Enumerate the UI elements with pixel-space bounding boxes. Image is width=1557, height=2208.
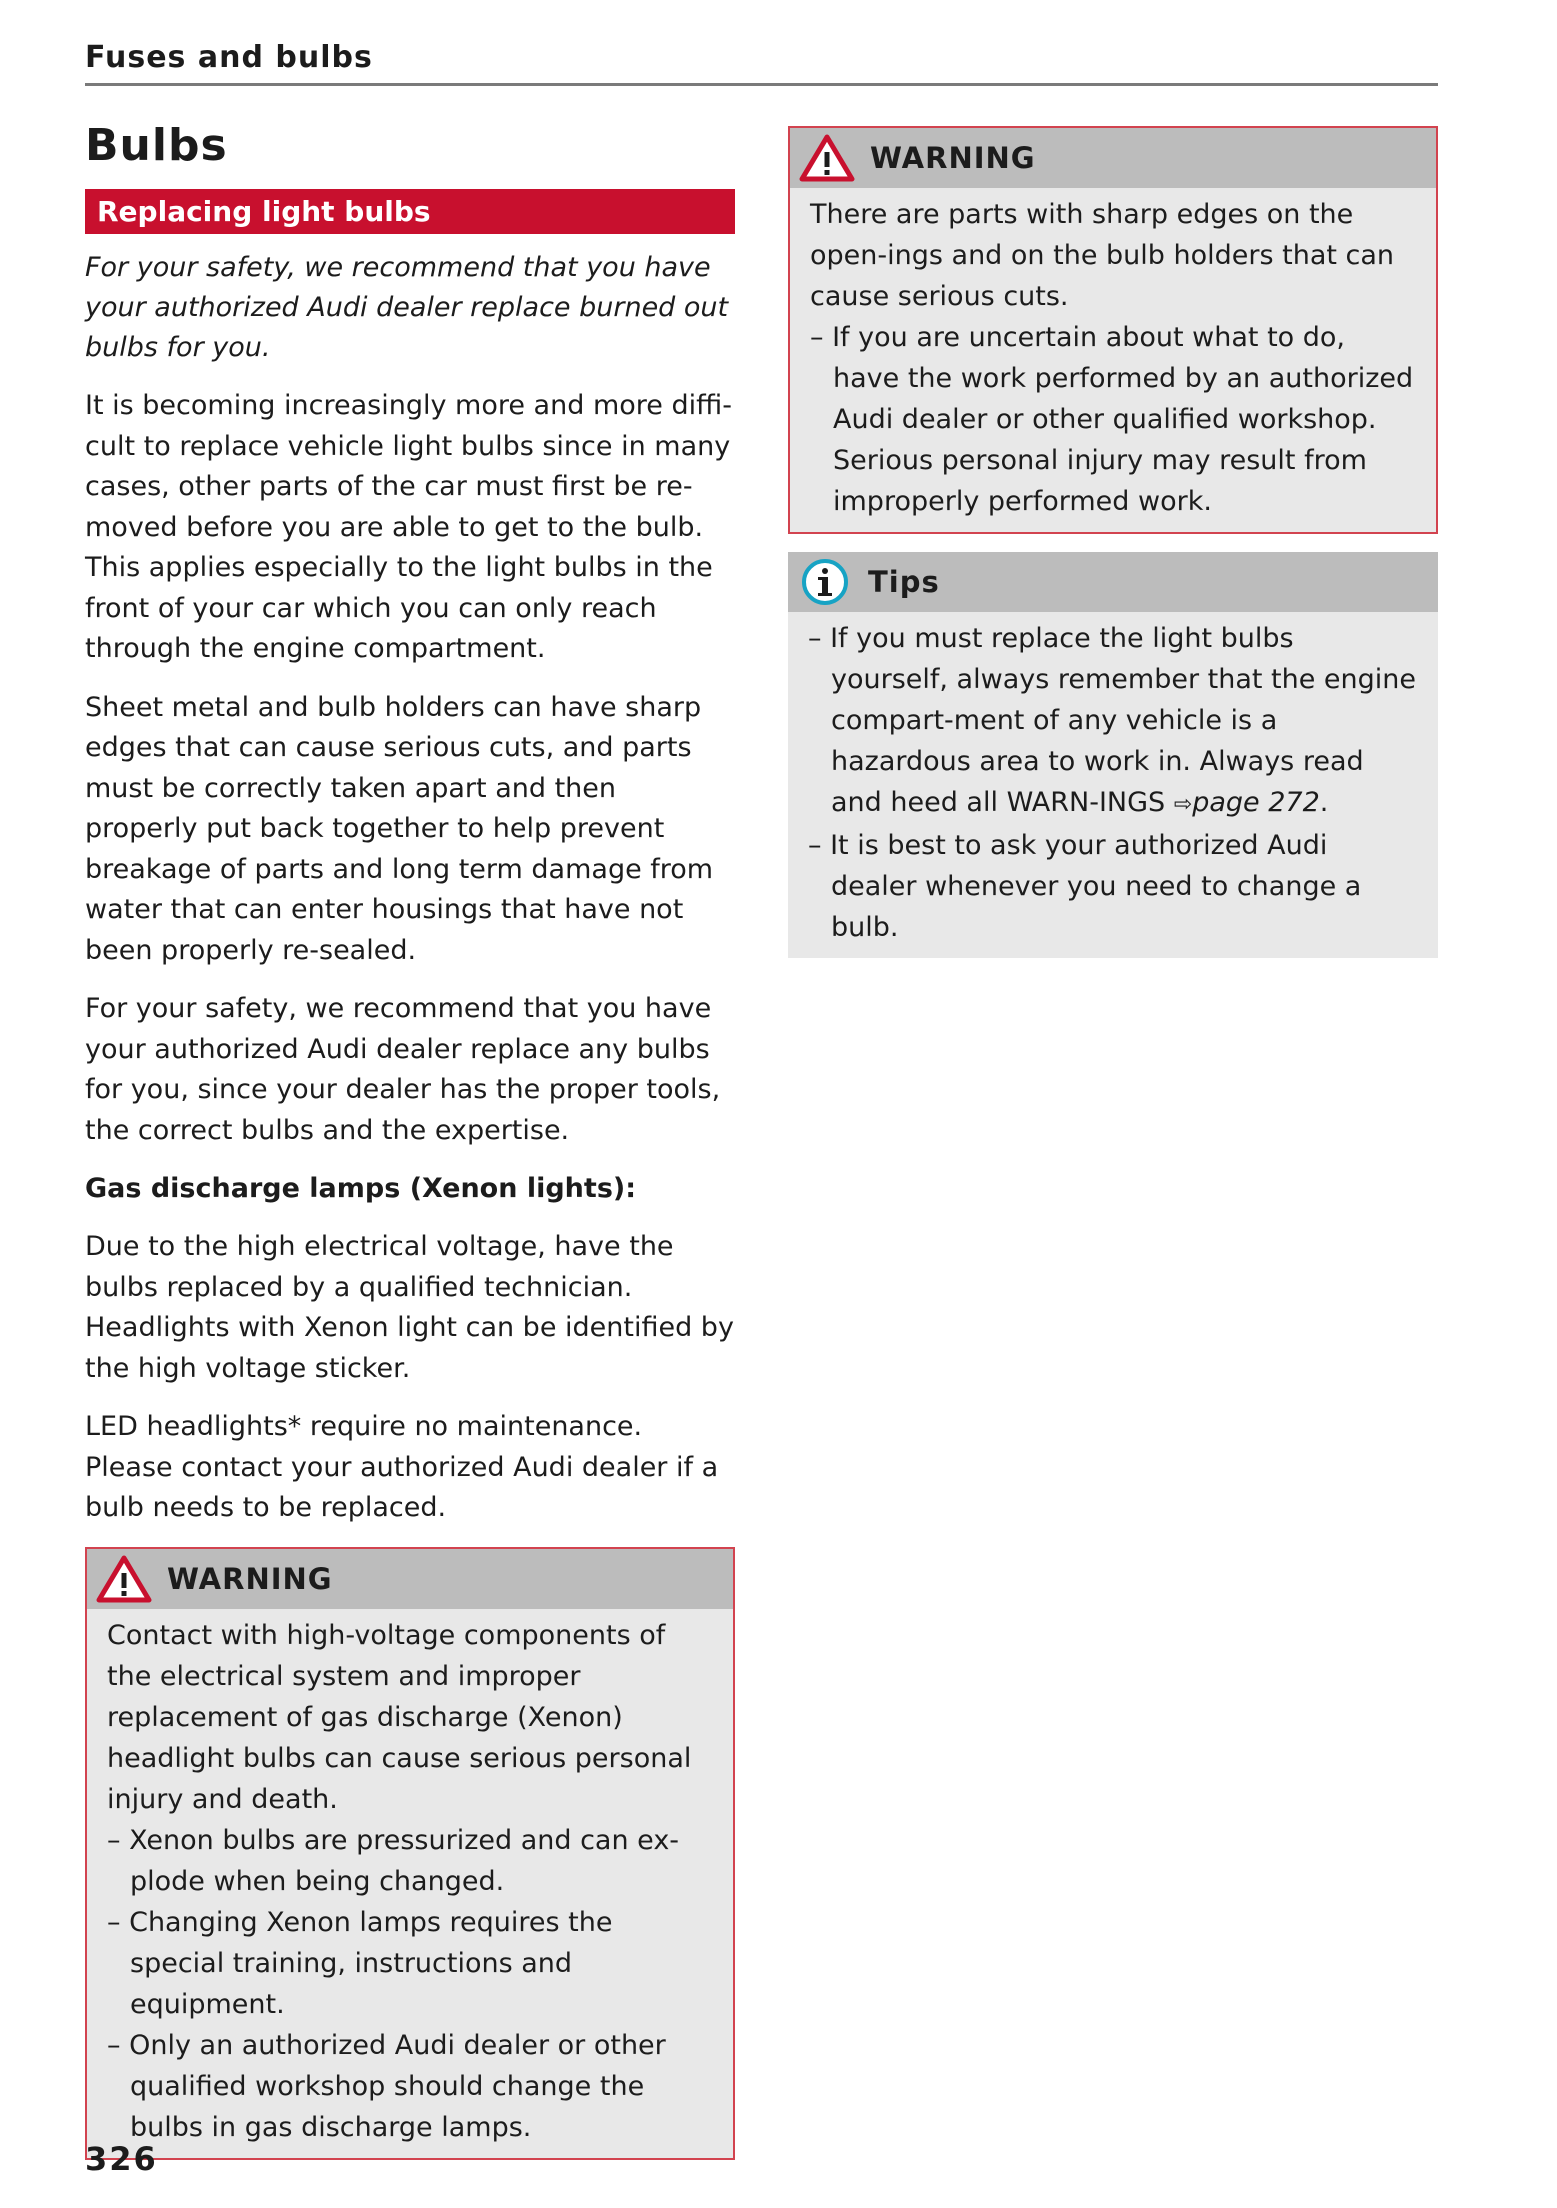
- body-paragraph: It is becoming increasingly more and more diffi-cult to replace vehicle light bulbs since in many cases, other parts of the car must first be re-moved before you are able to get to the bulb. This applies especially to the light bulbs in the front of your car which you can only reach through the engine compartment.: [85, 390, 732, 664]
- warning-body: [87, 1609, 733, 2158]
- warning-list: [810, 317, 1416, 522]
- right-column: [788, 126, 1438, 958]
- warning-list: [107, 1820, 713, 2148]
- tips-header: [788, 552, 1438, 612]
- tips-body: [788, 612, 1438, 958]
- body-paragraph: Due to the high electrical voltage, have the bulbs replaced by a qualified technician. Headlights with Xenon light can be identified by the high voltage sticker.: [85, 1231, 734, 1384]
- tips-list-item: – It is best to ask your authorized Audi dealer whenever you need to change a bulb.: [808, 825, 1418, 948]
- body-paragraph: Sheet metal and bulb holders can have sharp edges that can cause serious cuts, and parts must be correctly taken apart and then properly put back together to help prevent breakage of parts and long term damage from water that can enter housings that have not been properly re-sealed.: [85, 691, 714, 966]
- info-circle-icon: [796, 557, 854, 607]
- intro-text: For your safety, we recommend that you have your authorized Audi dealer replace burned out bulbs for you.: [85, 252, 729, 363]
- tips-list: [808, 618, 1418, 948]
- warning-box-xenon: [85, 1547, 735, 2160]
- warning-list-item: – Only an authorized Audi dealer or other qualified workshop should change the bulbs in gas discharge lamps.: [107, 2025, 713, 2148]
- section-title: Bulbs: [85, 120, 228, 171]
- tips-box: [788, 552, 1438, 958]
- warning-title: WARNING: [167, 1561, 333, 1596]
- tips-item-end: .: [1319, 787, 1329, 818]
- warning-header: [790, 128, 1436, 188]
- body-paragraph: For your safety, we recommend that you have your authorized Audi dealer replace any bulbs for you, since your dealer has the proper tools, the correct bulbs and the expertise.: [85, 993, 721, 1146]
- gas-lamps-heading: Gas discharge lamps (Xenon lights):: [85, 1173, 637, 1204]
- warning-list-item: – Changing Xenon lamps requires the special training, instructions and equipment.: [107, 1902, 713, 2025]
- subheading-bar: Replacing light bulbs: [85, 189, 735, 234]
- warning-title: WARNING: [870, 141, 1036, 175]
- tips-item-text: If you must replace the light bulbs yourself, always remember that the engine compart-ment of any vehicle is a hazardous area to work in. Always read and heed all WARN-INGS: [830, 623, 1417, 818]
- warning-triangle-icon: [798, 133, 856, 183]
- left-column: [85, 120, 735, 2160]
- warning-triangle-icon: [95, 1554, 153, 1604]
- warning-list-item: – If you are uncertain about what to do, have the work performed by an authorized Audi dealer or other qualified workshop. Serious personal injury may result from improperly performed work.: [810, 317, 1416, 522]
- page-number: 326: [85, 2140, 158, 2178]
- warning-text: Contact with high-voltage components of the electrical system and improper replacement of gas discharge (Xenon) headlight bulbs can cause serious personal injury and death.: [107, 1619, 692, 1815]
- warning-body: [790, 188, 1436, 532]
- tips-title: Tips: [868, 565, 940, 599]
- warning-list-item: – Xenon bulbs are pressurized and can ex-plode when being changed.: [107, 1820, 713, 1902]
- running-header: Fuses and bulbs: [85, 40, 1438, 86]
- cross-reference-link[interactable]: page 272: [1192, 787, 1320, 818]
- warning-box-sharp-edges: [788, 126, 1438, 534]
- warning-text: There are parts with sharp edges on the open-ings and on the bulb holders that can cause serious cuts.: [810, 199, 1395, 312]
- warning-header: [87, 1549, 733, 1609]
- body-paragraph: LED headlights* require no maintenance. Please contact your authorized Audi dealer if a bulb needs to be replaced.: [85, 1411, 719, 1523]
- tips-list-item: [808, 618, 1418, 825]
- cross-reference-arrow-icon: ⇨: [1173, 792, 1193, 817]
